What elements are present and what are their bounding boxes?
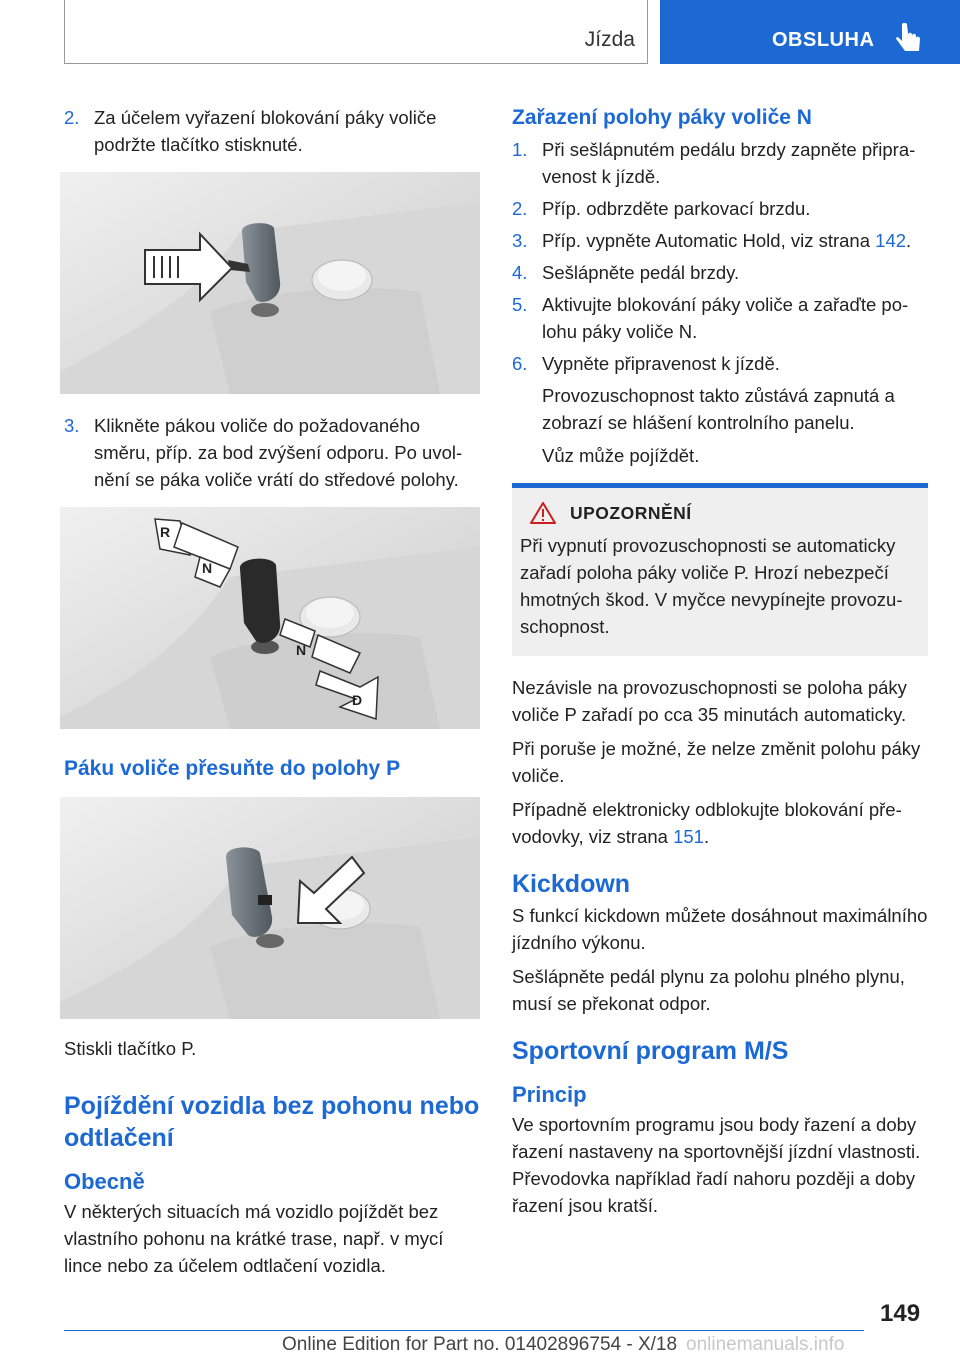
step-number: 6. [512, 353, 528, 374]
paragraph-end: . [703, 826, 710, 847]
warning-triangle-icon [530, 502, 556, 524]
right-column [512, 104, 928, 1226]
step-text: Příp. vypněte Automatic Hold, viz strana [542, 230, 876, 251]
step-text: Při sešlápnutém pedálu brzdy zapněte připravenost k jízdě. [542, 139, 916, 187]
section-header-box [64, 0, 648, 64]
paragraph: S funkcí kickdown můžete dosáhnout maximálního jízdního výkonu. [512, 905, 928, 953]
chapter-tab[interactable] [660, 0, 960, 64]
page-link-142[interactable]: 142 [875, 230, 907, 251]
figure-selector-lever-positions [60, 507, 480, 729]
step-text: Za účelem vyřazení blokování páky voliče podržte tlačítko stisknuté. [94, 107, 437, 155]
step-number: 2. [64, 107, 80, 128]
step-number: 3. [64, 415, 80, 436]
heading-kickdown: Kickdown [512, 870, 631, 898]
caption-park: Stiskli tlačítko P. [64, 1038, 197, 1059]
warning-title: UPOZORNĚNÍ [570, 502, 692, 523]
figure-selector-lever-unlock [60, 172, 480, 394]
figure-label-D: D [352, 692, 363, 708]
chapter-tab-label: OBSLUHA [772, 29, 875, 51]
step-item [512, 136, 928, 190]
subheading-general: Obecně [64, 1169, 145, 1194]
left-column [64, 104, 480, 1286]
paragraph [512, 796, 928, 850]
section-title: Jízda [584, 28, 635, 51]
step-number: 2. [512, 198, 528, 219]
step-item [64, 412, 480, 493]
step-text: Vypněte připravenost k jízdě. [542, 353, 780, 374]
heading-sport-program: Sportovní program M/S [512, 1037, 789, 1065]
paragraph: Ve sportovním programu jsou body řazení a doby řazení nastaveny na sportovnější jízdní vlastnosti. Převodovka například řadí nahoru později a doby řazení jsou kratší. [512, 1114, 921, 1216]
step-text-end: . [906, 230, 912, 251]
figure-label-R: R [160, 524, 171, 540]
heading-park-position: Páku voliče přesuňte do polohy P [64, 757, 401, 780]
footer-watermark: onlinemanuals.info [686, 1334, 845, 1355]
step-number: 3. [512, 230, 528, 251]
general-paragraph: V některých situacích má vozidlo pojíždět bez vlastního pohonu na krátké trase, např. v mycí lince nebo za účelem odtlačení vozidla. [64, 1201, 444, 1276]
paragraph: Nezávisle na provozuschopnosti se poloha páky voliče P zařadí po cca 35 minutách automaticky. [512, 677, 907, 725]
step-item [512, 291, 928, 345]
step-item [512, 227, 928, 254]
step-item [64, 104, 480, 158]
step-number: 1. [512, 139, 528, 160]
heading-neutral-position: Zařazení polohy páky voliče N [512, 106, 812, 129]
step-item [512, 350, 928, 377]
step-text: Klikněte pákou voliče do požadovaného směru, příp. za bod zvýšení odporu. Po uvolnění se páka voliče vrátí do středové polohy. [94, 415, 463, 490]
step-item [512, 259, 928, 286]
step-text: Aktivujte blokování páky voliče a zařaďte polohu páky voliče N. [542, 294, 909, 342]
warning-text: Při vypnutí provozuschopnosti se automaticky zařadí poloha páky voliče P. Hrozí nebezpečí hmotných škod. V myčce nevypínejte provozuschopnost. [520, 535, 903, 637]
footer-divider [64, 1330, 864, 1331]
paragraph-text: Případně elektronicky odblokujte blokování převodovky, viz strana [512, 799, 902, 847]
step-continuation: Provozuschopnost takto zůstává zapnutá a zobrazí se hlášení kontrolního panelu. [542, 385, 895, 433]
footer-edition: Online Edition for Part no. 01402896754 - X/18 [282, 1334, 678, 1355]
step-text: Sešlápněte pedál brzdy. [542, 262, 740, 283]
page-number: 149 [880, 1300, 921, 1327]
step-number: 4. [512, 262, 528, 283]
warning-header [520, 502, 920, 524]
figure-label-N-upper: N [202, 560, 213, 576]
page-header [0, 0, 960, 66]
hand-pointer-icon [894, 23, 924, 55]
step-continuation: Vůz může pojíždět. [542, 445, 700, 466]
step-item [512, 195, 928, 222]
page-link-151[interactable]: 151 [673, 826, 704, 847]
paragraph: Sešlápněte pedál plynu za polohu plného plynu, musí se překonat odpor. [512, 966, 905, 1014]
warning-box [512, 483, 928, 656]
heading-rolling: Pojíždění vozidla bez pohonu nebo odtlačení [64, 1092, 480, 1152]
step-text: Příp. odbrzděte parkovací brzdu. [542, 198, 811, 219]
figure-label-N-lower: N [296, 642, 307, 658]
figure-park-button [60, 797, 480, 1019]
subheading-principle: Princip [512, 1082, 587, 1107]
step-number: 5. [512, 294, 528, 315]
paragraph: Při poruše je možné, že nelze změnit polohu páky voliče. [512, 738, 921, 786]
